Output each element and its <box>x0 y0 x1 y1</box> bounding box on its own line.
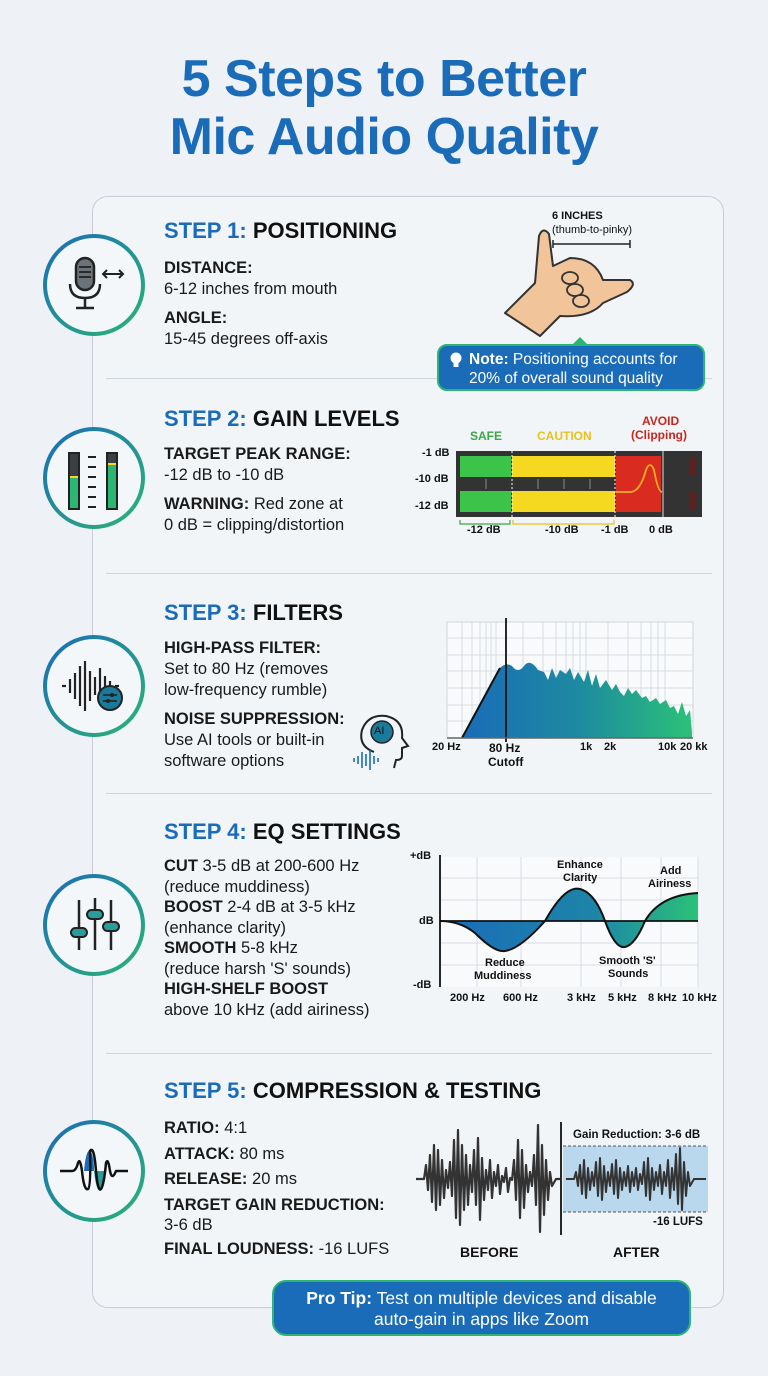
x-label: 20 Hz <box>432 741 461 753</box>
gain-reduction-value: 3-6 dB <box>164 1215 213 1234</box>
warning-value-2: 0 dB = clipping/distortion <box>164 516 345 534</box>
angle-value: 15-45 degrees off-axis <box>164 330 328 348</box>
annotation: Airiness <box>648 878 692 890</box>
ratio-label: RATIO: <box>164 1119 220 1137</box>
after-label: AFTER <box>613 1244 660 1260</box>
high-pass-label: HIGH-PASS FILTER: <box>164 639 322 657</box>
page-title <box>0 50 768 166</box>
warning-value: Red zone at <box>253 495 343 513</box>
annotation: Sounds <box>608 968 649 980</box>
zone-avoid: AVOID <box>642 414 680 428</box>
bottom-label: -1 dB <box>601 524 629 536</box>
zone-safe: SAFE <box>470 429 503 443</box>
x-label: 2k <box>604 741 617 753</box>
noise-suppression-value: Use AI tools or built-in <box>164 731 325 749</box>
boost-label: BOOST <box>164 898 223 916</box>
measure-label: 6 INCHES <box>552 210 603 222</box>
gain-meter <box>410 410 720 550</box>
pro-tip-label: Pro Tip: <box>306 1288 373 1308</box>
x-label: 5 kHz <box>608 992 637 1004</box>
hand-illustration <box>495 208 665 343</box>
pro-tip-line-2: auto-gain in apps like Zoom <box>374 1309 589 1329</box>
zone-caution: CAUTION <box>537 429 592 443</box>
level-meter-icon <box>43 427 145 529</box>
compressed-wave-icon <box>43 1120 145 1222</box>
x-label: 8 kHz <box>648 992 677 1004</box>
note-line-1: Positioning accounts for <box>512 351 678 368</box>
bottom-label: -12 dB <box>467 524 501 536</box>
high-shelf-note: above 10 kHz (add airiness) <box>164 1000 370 1019</box>
final-loudness-value: -16 LUFS <box>318 1239 390 1258</box>
x-label: 1k <box>580 741 593 753</box>
step-number: STEP 4: <box>164 819 247 844</box>
step-name: FILTERS <box>252 600 343 625</box>
step-3-title <box>164 600 343 626</box>
ai-head-icon <box>350 712 414 770</box>
release-value: 20 ms <box>252 1170 297 1188</box>
pro-tip-banner <box>272 1280 691 1336</box>
noise-suppression-value-2: software options <box>164 752 285 770</box>
smooth-note: (reduce harsh 'S' sounds) <box>164 959 351 978</box>
target-peak-value: -12 dB to -10 dB <box>164 466 285 484</box>
pro-tip-line-1: Test on multiple devices and disable <box>376 1288 657 1308</box>
step-number: STEP 3: <box>164 600 247 625</box>
step-3-details <box>164 638 345 772</box>
zone-clipping: (Clipping) <box>631 428 687 442</box>
x-label: 600 Hz <box>503 992 538 1004</box>
frequency-spectrum-chart <box>420 610 720 780</box>
boost-value: 2-4 dB at 3-5 kHz <box>227 898 356 916</box>
high-shelf-label: HIGH-SHELF BOOST <box>164 980 329 998</box>
step-name: EQ SETTINGS <box>252 819 401 844</box>
bottom-label: 0 dB <box>649 524 673 536</box>
step-5-title <box>164 1078 541 1104</box>
cut-value: 3-5 dB at 200-600 Hz <box>202 857 360 875</box>
eq-curve-chart <box>405 845 725 1010</box>
positioning-note <box>437 344 705 391</box>
step-4-title <box>164 819 401 845</box>
step-2-details <box>164 444 351 536</box>
boost-note: (enhance clarity) <box>164 918 286 937</box>
waveform-filter-icon <box>43 635 145 737</box>
bottom-label: -10 dB <box>545 524 579 536</box>
y-label: dB <box>419 915 434 927</box>
smooth-value: 5-8 kHz <box>241 939 298 957</box>
title-line-1: 5 Steps to Better <box>181 50 587 108</box>
eq-sliders-icon <box>43 874 145 976</box>
step-name: POSITIONING <box>252 218 398 243</box>
distance-value: 6-12 inches from mouth <box>164 280 338 298</box>
x-label: 80 Hz <box>489 741 521 755</box>
gain-reduction-label: TARGET GAIN REDUCTION: <box>164 1195 385 1214</box>
high-pass-value: Set to 80 Hz (removes <box>164 660 329 678</box>
x-label: 20 kk <box>680 741 708 753</box>
annotation: Enhance <box>557 859 603 871</box>
release-label: RELEASE: <box>164 1170 248 1188</box>
smooth-label: SMOOTH <box>164 939 237 957</box>
x-label: Cutoff <box>488 755 524 769</box>
row-label: -10 dB <box>415 473 449 485</box>
ai-badge: AI <box>374 725 385 737</box>
step-5-details <box>164 1116 389 1262</box>
step-4-details <box>164 856 369 1020</box>
x-label: 10k <box>658 741 677 753</box>
measure-note: (thumb-to-pinky) <box>552 224 633 236</box>
x-label: 3 kHz <box>567 992 596 1004</box>
y-label: -dB <box>413 979 432 991</box>
attack-value: 80 ms <box>239 1144 285 1163</box>
note-label: Note: <box>469 351 509 368</box>
annotation: Smooth 'S' <box>599 955 656 967</box>
divider <box>106 793 712 794</box>
angle-label: ANGLE: <box>164 309 228 327</box>
high-pass-value-2: low-frequency rumble) <box>164 681 328 699</box>
x-label: 10 kHz <box>682 992 717 1004</box>
step-number: STEP 1: <box>164 218 247 243</box>
noise-suppression-label: NOISE SUPPRESSION: <box>164 710 345 728</box>
distance-label: DISTANCE: <box>164 259 253 277</box>
annotation: Add <box>660 865 682 877</box>
step-number: STEP 5: <box>164 1078 247 1103</box>
row-label: -1 dB <box>422 447 450 459</box>
step-name: GAIN LEVELS <box>252 406 400 431</box>
annotation: Muddiness <box>474 970 532 982</box>
before-after-waveform <box>410 1110 720 1270</box>
divider <box>106 573 712 574</box>
step-1-details <box>164 258 337 350</box>
step-1-title <box>164 218 397 244</box>
warning-label: WARNING: <box>164 495 250 513</box>
step-2-title <box>164 406 400 432</box>
step-number: STEP 2: <box>164 406 247 431</box>
attack-label: ATTACK: <box>164 1144 235 1163</box>
gain-reduction-annotation: Gain Reduction: 3-6 dB <box>573 1129 701 1141</box>
title-line-2: Mic Audio Quality <box>169 108 599 166</box>
target-peak-label: TARGET PEAK RANGE: <box>164 445 351 463</box>
annotation: Clarity <box>563 872 598 884</box>
annotation: Reduce <box>485 957 525 969</box>
note-line-2: 20% of overall sound quality <box>469 370 663 387</box>
divider <box>106 1053 712 1054</box>
loudness-annotation: -16 LUFS <box>653 1216 703 1228</box>
y-label: +dB <box>410 850 432 862</box>
ratio-value: 4:1 <box>224 1119 248 1137</box>
step-name: COMPRESSION & TESTING <box>252 1078 542 1103</box>
x-label: 200 Hz <box>450 992 485 1004</box>
final-loudness-label: FINAL LOUDNESS: <box>164 1239 315 1258</box>
before-label: BEFORE <box>460 1244 519 1260</box>
microphone-distance-icon <box>43 234 145 336</box>
lightbulb-icon <box>449 352 463 370</box>
cut-label: CUT <box>164 857 198 875</box>
row-label: -12 dB <box>415 500 449 512</box>
cut-note: (reduce muddiness) <box>164 877 310 896</box>
